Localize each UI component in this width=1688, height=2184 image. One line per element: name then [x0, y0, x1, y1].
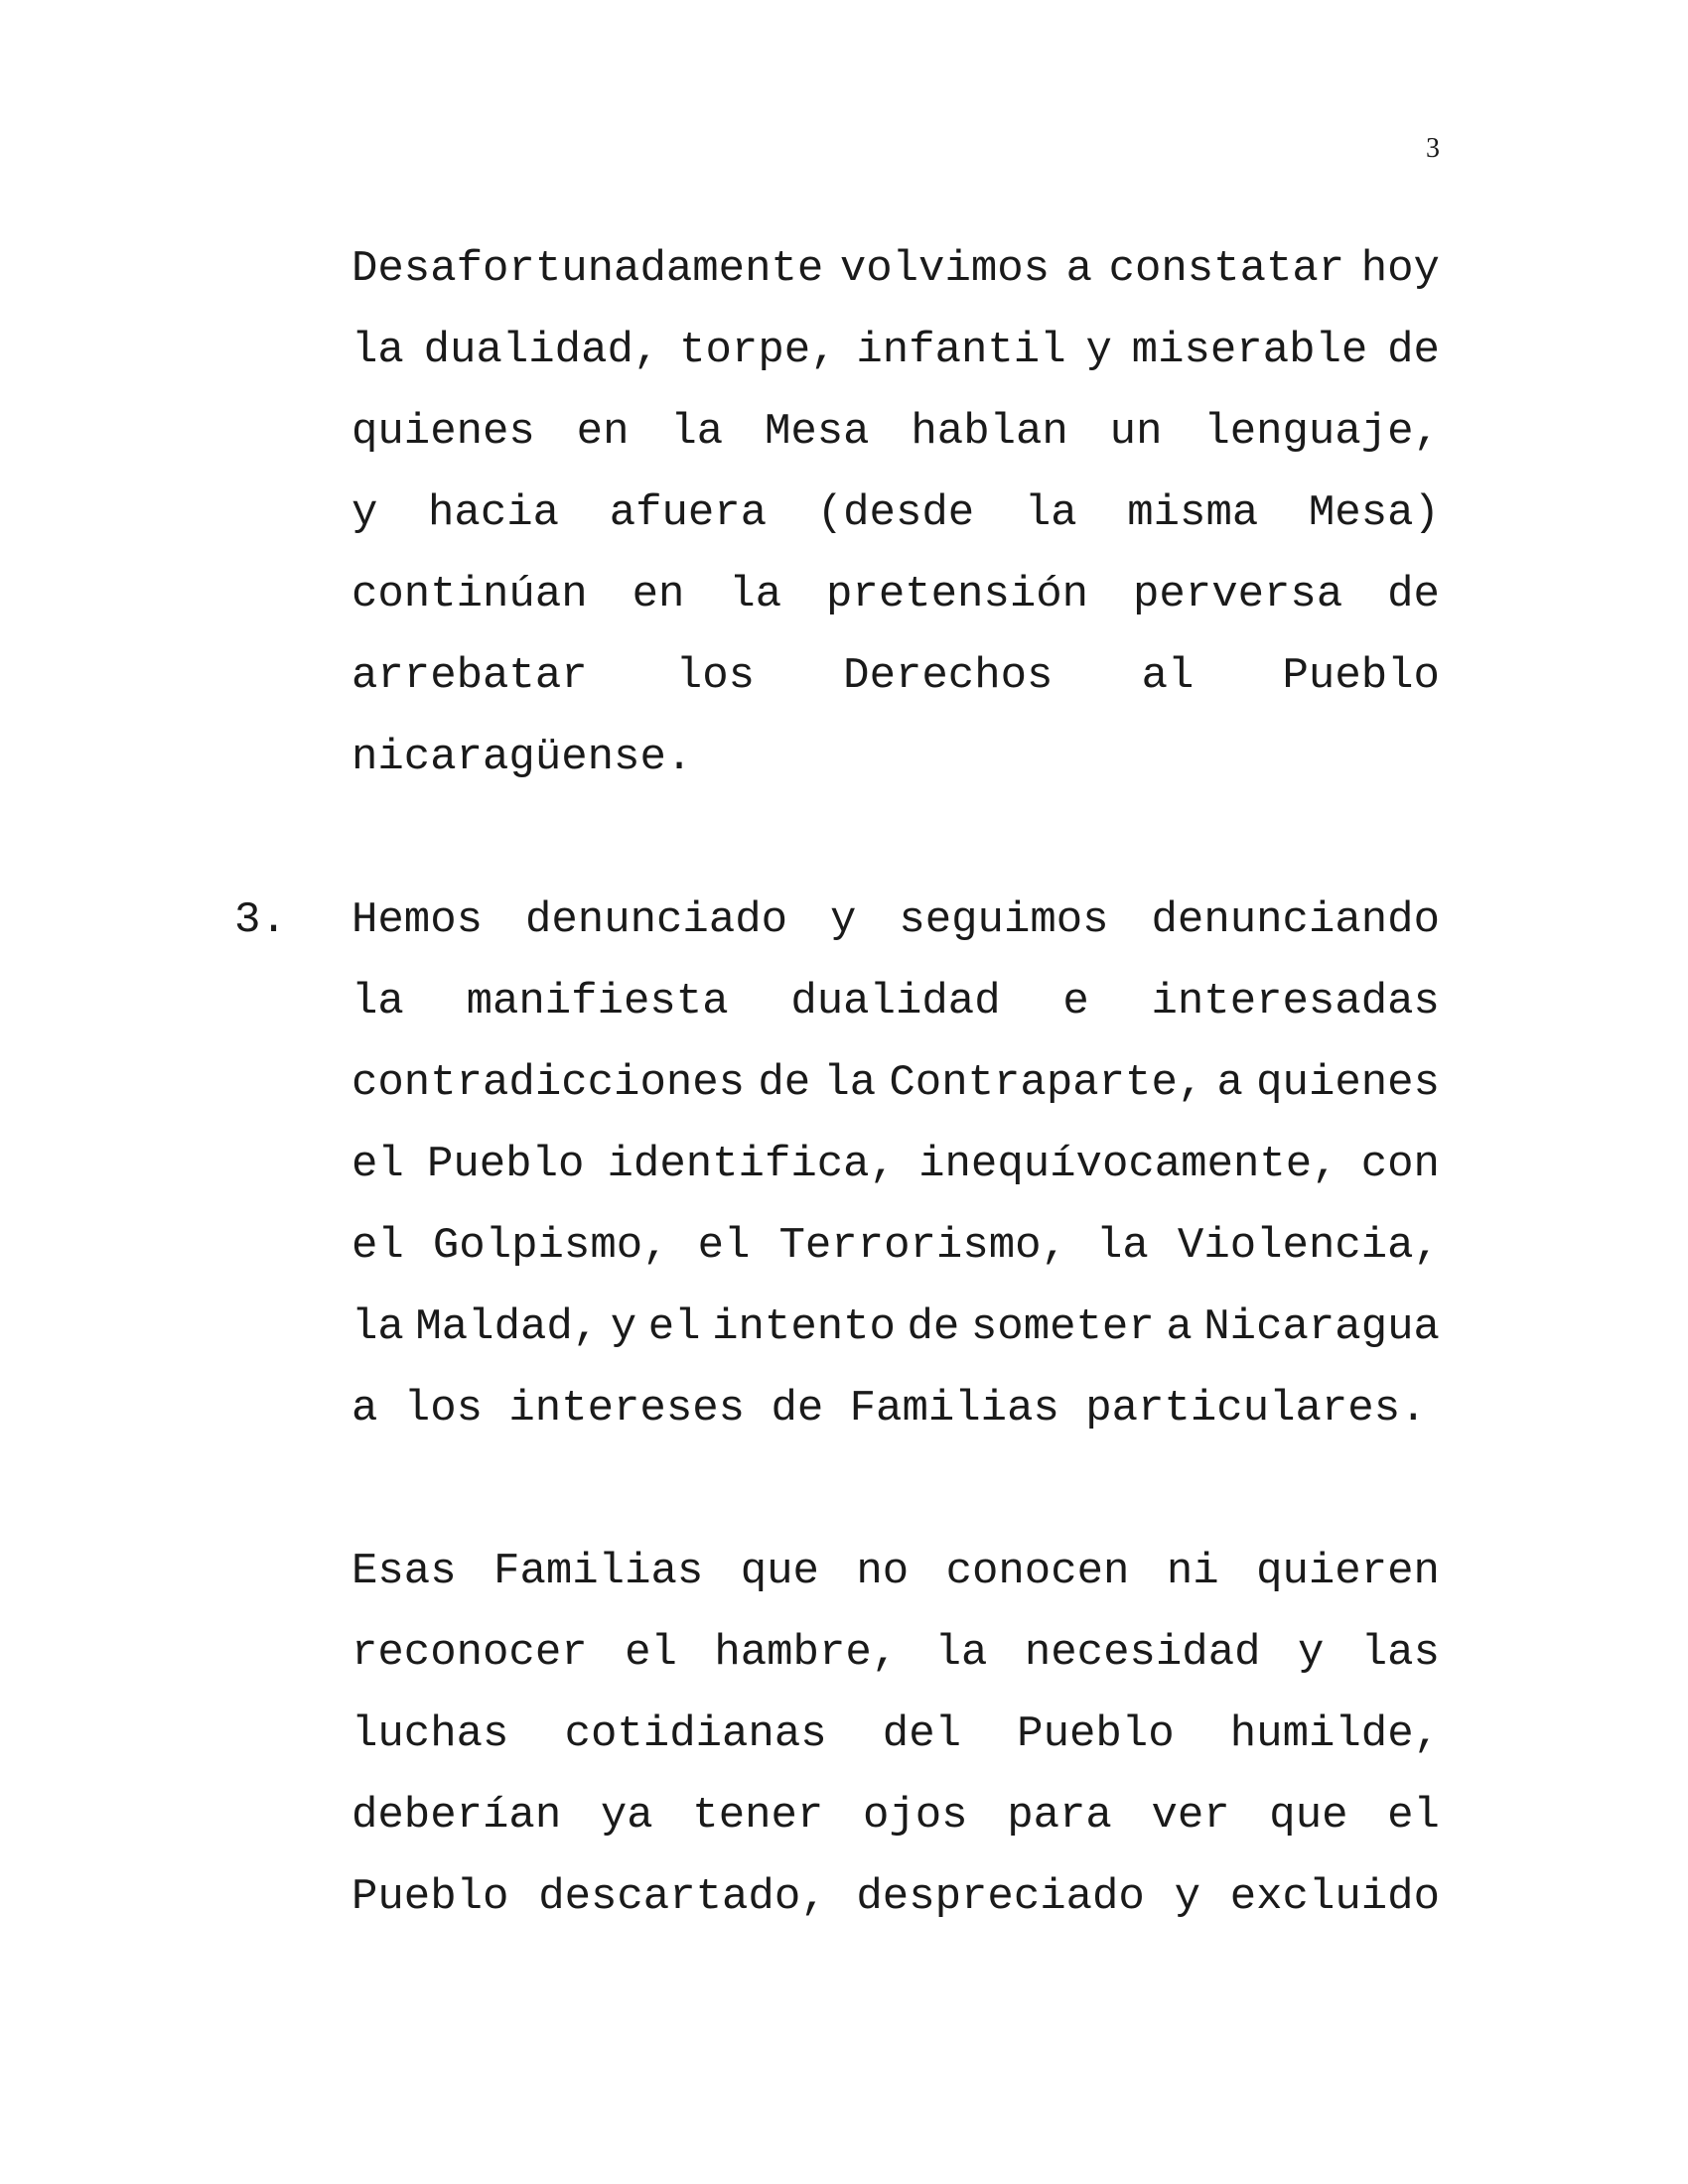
word: y	[1174, 1872, 1200, 1922]
word: Desafortunadamente	[352, 244, 824, 294]
list-number: 3.	[234, 895, 287, 945]
word: Mesa	[764, 407, 870, 457]
word: torpe,	[679, 326, 837, 375]
word: Mesa)	[1308, 488, 1440, 538]
word: y	[829, 895, 857, 945]
word: luchas	[352, 1709, 509, 1759]
word: ni	[1166, 1547, 1219, 1596]
word: descartado,	[538, 1872, 827, 1922]
text-line	[352, 228, 1440, 310]
word: Familias	[849, 1384, 1059, 1433]
word: el	[1387, 1791, 1440, 1841]
word: quieren	[1256, 1547, 1440, 1596]
word: humilde,	[1229, 1709, 1440, 1759]
word: Derechos	[843, 651, 1054, 701]
word: perversa	[1133, 570, 1343, 619]
word: Pueblo	[352, 1872, 509, 1922]
word: dualidad	[790, 977, 1001, 1026]
word: ojos	[862, 1791, 968, 1841]
word: el	[352, 1221, 404, 1271]
word: excluido	[1229, 1872, 1440, 1922]
word: la	[1096, 1221, 1149, 1271]
word: la	[352, 326, 404, 375]
word: denunciando	[1151, 895, 1440, 945]
text-line	[352, 1531, 1440, 1612]
word: misma	[1127, 488, 1259, 538]
word: la	[670, 407, 724, 457]
text-line	[352, 880, 1440, 961]
word: quienes	[352, 407, 535, 457]
word: volvimos	[839, 244, 1051, 294]
text-line	[352, 1856, 1440, 1938]
word: Terrorismo,	[778, 1221, 1067, 1271]
word: Maldad,	[415, 1302, 600, 1352]
word: nicaragüense.	[352, 733, 693, 782]
word: Pueblo	[1282, 651, 1440, 701]
text-line	[352, 473, 1440, 554]
word: con	[1360, 1140, 1440, 1189]
word: la	[934, 1628, 988, 1678]
word: miserable	[1131, 326, 1368, 375]
word: a	[1166, 1302, 1193, 1352]
word: hablan	[911, 407, 1068, 457]
page-number: 3	[1426, 133, 1440, 164]
paragraph-gap	[0, 798, 1688, 880]
word: hoy	[1360, 244, 1440, 294]
text-line	[352, 554, 1440, 635]
word: interesadas	[1151, 977, 1440, 1026]
word: lenguaje,	[1203, 407, 1440, 457]
word: denunciado	[524, 895, 788, 945]
word: las	[1360, 1628, 1440, 1678]
text-line	[352, 310, 1440, 391]
word: Pueblo	[426, 1140, 585, 1189]
text-line	[352, 961, 1440, 1042]
text-line	[352, 717, 1440, 798]
word: la	[1024, 488, 1077, 538]
word: pretensión	[826, 570, 1089, 619]
text-line	[352, 1694, 1440, 1775]
word: la	[823, 1058, 877, 1108]
word: en	[576, 407, 630, 457]
word: ya	[600, 1791, 653, 1841]
word: e	[1062, 977, 1089, 1026]
text-line	[352, 1124, 1440, 1205]
word: someter	[970, 1302, 1155, 1352]
word: intereses	[508, 1384, 746, 1433]
word: el	[647, 1302, 701, 1352]
word: (desde	[816, 488, 975, 538]
word: deberían	[352, 1791, 562, 1841]
word: a	[1065, 244, 1093, 294]
word: hacia	[428, 488, 560, 538]
word: al	[1141, 651, 1195, 701]
paragraph-3	[352, 1531, 1440, 1938]
word: de	[758, 1058, 811, 1108]
word: particulares.	[1085, 1384, 1427, 1433]
word: intento	[712, 1302, 896, 1352]
paragraph-2	[234, 880, 1440, 1449]
word: hambre,	[714, 1628, 899, 1678]
text-line	[352, 1612, 1440, 1694]
word: cotidianas	[564, 1709, 827, 1759]
word: quienes	[1256, 1058, 1440, 1108]
word: arrebatar	[352, 651, 588, 701]
paragraph-1	[352, 228, 1440, 798]
word: a	[352, 1384, 378, 1433]
word: ver	[1151, 1791, 1230, 1841]
word: contradicciones	[352, 1058, 746, 1108]
word: inequívocamente,	[918, 1140, 1338, 1189]
word: la	[352, 1302, 404, 1352]
word: en	[632, 570, 685, 619]
word: que	[740, 1547, 819, 1596]
text-line	[352, 1368, 1440, 1449]
word: Familias	[493, 1547, 704, 1596]
word: manifiesta	[466, 977, 729, 1026]
word: continúan	[352, 570, 588, 619]
word: los	[403, 1384, 484, 1433]
text-line	[352, 1287, 1440, 1368]
word: de	[1387, 570, 1440, 619]
word: Violencia,	[1177, 1221, 1440, 1271]
word: seguimos	[899, 895, 1109, 945]
word: Nicaragua	[1203, 1302, 1440, 1352]
word: Hemos	[352, 895, 484, 945]
word: que	[1269, 1791, 1348, 1841]
word: Pueblo	[1017, 1709, 1175, 1759]
word: necesidad	[1024, 1628, 1261, 1678]
word: para	[1007, 1791, 1112, 1841]
word: del	[882, 1709, 962, 1759]
word: un	[1109, 407, 1163, 457]
word: el	[625, 1628, 677, 1678]
word: de	[907, 1302, 960, 1352]
text-line	[352, 635, 1440, 717]
word: y	[1085, 326, 1112, 375]
text-line	[352, 1775, 1440, 1856]
word: a	[1216, 1058, 1243, 1108]
word: la	[352, 977, 404, 1026]
word: identifica,	[607, 1140, 896, 1189]
word: y	[1297, 1628, 1325, 1678]
word: el	[697, 1221, 751, 1271]
text-line	[352, 1042, 1440, 1124]
word: la	[729, 570, 782, 619]
word: dualidad,	[423, 326, 660, 375]
word: despreciado	[856, 1872, 1145, 1922]
text-line	[352, 1205, 1440, 1287]
document-body	[0, 228, 1688, 1938]
word: infantil	[856, 326, 1066, 375]
word: de	[1387, 326, 1440, 375]
word: afuera	[609, 488, 768, 538]
word: de	[771, 1384, 824, 1433]
word: tener	[692, 1791, 824, 1841]
word: constatar	[1108, 244, 1345, 294]
word: Esas	[352, 1547, 457, 1596]
word: reconocer	[352, 1628, 588, 1678]
paragraph-gap	[0, 1449, 1688, 1531]
word: los	[675, 651, 756, 701]
word: Contraparte,	[889, 1058, 1204, 1108]
text-line	[352, 391, 1440, 473]
word: Golpismo,	[432, 1221, 669, 1271]
word: el	[352, 1140, 404, 1189]
word: conocen	[945, 1547, 1130, 1596]
word: y	[610, 1302, 637, 1352]
word: y	[352, 488, 378, 538]
word: no	[856, 1547, 910, 1596]
